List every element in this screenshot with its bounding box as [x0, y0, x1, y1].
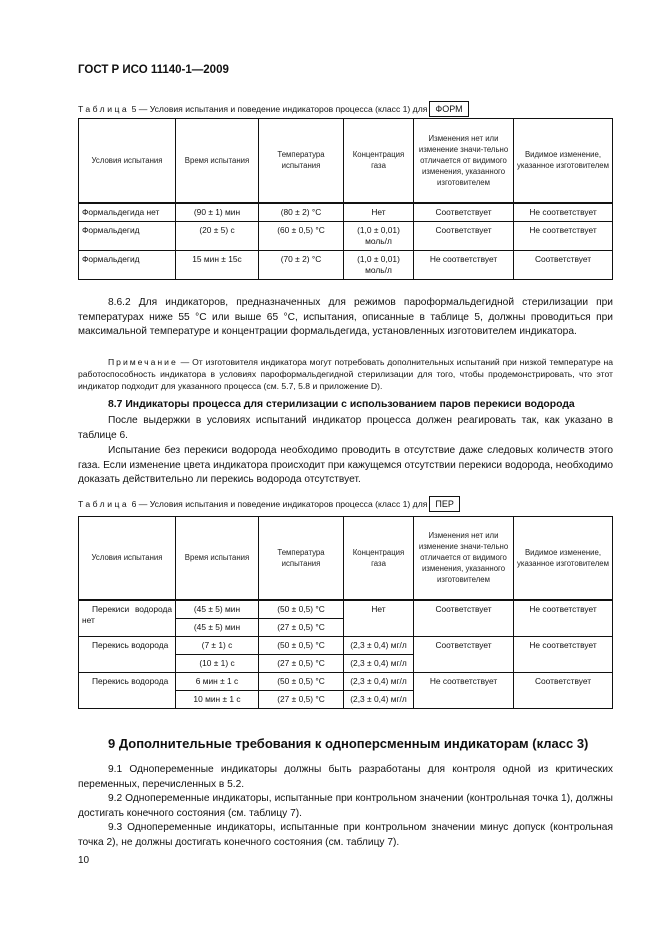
table-cell: (45 ± 5) мин: [176, 618, 259, 636]
table5: [78, 118, 613, 280]
table-cell: (27 ± 0,5) °C: [259, 618, 344, 636]
table6: [78, 516, 613, 709]
caption-text: 5 — Условия испытания и поведение индикаторов процесса (класс 1) для: [131, 104, 428, 114]
text: 9.3 Однопеременные индикаторы, испытанные при контрольном значении минус допуск (контрольная точка 2), не должны достигать конечного состояния (см. таблицу 7).: [78, 822, 613, 848]
document-header: ГОСТ Р ИСО 11140-1—2009: [78, 64, 229, 76]
note-word: Примечание: [108, 357, 178, 367]
paragraph-9-3: [78, 821, 613, 850]
table-cell: Не соответствует: [514, 600, 613, 637]
th: Условия испытания: [79, 517, 176, 600]
table-cell: (2,3 ± 0,4) мг/л: [344, 636, 414, 654]
table-cell: Не соответствует: [414, 250, 514, 279]
table-cell: Соответствует: [514, 250, 613, 279]
table-cell: Перекись водорода: [79, 672, 176, 708]
table-cell: 15 мин ± 15с: [176, 250, 259, 279]
th: Время испытания: [176, 517, 259, 600]
paragraph-9-1: [78, 763, 613, 792]
th: Видимое изменение, указанное изготовителем: [514, 119, 613, 203]
table-cell: Перекиси водорода нет: [79, 600, 176, 637]
page-number: 10: [78, 855, 90, 866]
table-cell: Не соответствует: [414, 672, 514, 708]
table-cell: Формальдегид: [79, 221, 176, 250]
paragraph-9-2: [78, 792, 613, 821]
th: Видимое изменение, указанное изготовителем: [514, 517, 613, 600]
caption-box: ПЕР: [429, 496, 459, 512]
section-8-7-title: 8.7 Индикаторы процесса для стерилизации с использованием паров перекиси водорода: [108, 399, 575, 410]
table-cell: (20 ± 5) с: [176, 221, 259, 250]
table-cell: (1,0 ± 0,01) моль/л: [344, 221, 414, 250]
paragraph-8-7-1: [78, 414, 613, 443]
caption-word: Таблица: [78, 104, 130, 114]
paragraph-8-7-2: [78, 444, 613, 488]
table-cell: Соответствует: [414, 600, 514, 637]
table-cell: (10 ± 1) с: [176, 654, 259, 672]
table-cell: Соответствует: [414, 203, 514, 222]
section-9-title: 9 Дополнительные требования к одноперсменным индикаторам (класс 3): [108, 736, 589, 751]
th: Время испытания: [176, 119, 259, 203]
table-cell: (80 ± 2) °C: [259, 203, 344, 222]
th: Условия испытания: [79, 119, 176, 203]
table-cell: (50 ± 0,5) °C: [259, 636, 344, 654]
table-cell: (2,3 ± 0,4) мг/л: [344, 672, 414, 690]
table-cell: Формальдегид: [79, 250, 176, 279]
table-row: [79, 600, 613, 619]
th: Концентрация газа: [344, 119, 414, 203]
paragraph-8-6-2: [78, 296, 613, 340]
caption-word: Таблица: [78, 499, 130, 509]
table-cell: Не соответствует: [514, 636, 613, 672]
caption-text: 6 — Условия испытания и поведение индикаторов процесса (класс 1) для: [131, 499, 428, 509]
table-cell: (70 ± 2) °C: [259, 250, 344, 279]
table-cell: 10 мин ± 1 с: [176, 690, 259, 708]
table-row: [79, 672, 613, 690]
text: 8.6.2 Для индикаторов, предназначенных для режимов пароформальдегидной стерилизации при температурах ниже 55 °С или выше 65 °С, испытания, описанные в таблице 5, должны проводиться при максимальной температуре и концентрации формальдегида, установленных изготовителем индикатора.: [78, 297, 613, 337]
table-cell: Нет: [344, 600, 414, 637]
caption-box: ФОРМ: [429, 101, 468, 117]
note-text: — От изготовителя индикатора могут потребовать дополнительных испытаний при низкой температуре на работоспособность индикатора в условиях пароформальдегидной стерилизации для того, чтобы продемонстрировать, что этот индикатор подходит для указанного процесса (см. 5.7, 5.8 и приложение D).: [78, 357, 613, 391]
table-row: [79, 221, 613, 250]
table-cell: (27 ± 0,5) °C: [259, 690, 344, 708]
table-cell: Нет: [344, 203, 414, 222]
table-cell: (2,3 ± 0,4) мг/л: [344, 654, 414, 672]
table-cell: (45 ± 5) мин: [176, 600, 259, 619]
table-cell: (27 ± 0,5) °C: [259, 654, 344, 672]
table-cell: (1,0 ± 0,01) моль/л: [344, 250, 414, 279]
table-cell: Соответствует: [414, 221, 514, 250]
table-cell: (50 ± 0,5) °C: [259, 672, 344, 690]
table5-caption: [78, 101, 469, 117]
th: Изменения нет или изменение значи-тельно отличается от видимого изменения, указанного изготовителем: [414, 119, 514, 203]
table-cell: 6 мин ± 1 с: [176, 672, 259, 690]
table-cell: Формальдегида нет: [79, 203, 176, 222]
table-cell: (2,3 ± 0,4) мг/л: [344, 690, 414, 708]
text: После выдержки в условиях испытаний индикатор процесса должен реагировать так, как указано в таблице 6.: [78, 415, 613, 441]
th: Температура испытания: [259, 517, 344, 600]
table-cell: (90 ± 1) мин: [176, 203, 259, 222]
table-cell: (50 ± 0,5) °C: [259, 600, 344, 619]
text: 9.1 Однопеременные индикаторы должны быть разработаны для контроля одной из критических переменных, перечисленных в 5.2.: [78, 764, 613, 790]
table-row: [79, 636, 613, 654]
th: Концентрация газа: [344, 517, 414, 600]
table-cell: Соответствует: [414, 636, 514, 672]
table-cell: Не соответствует: [514, 203, 613, 222]
table-cell: (7 ± 1) с: [176, 636, 259, 654]
table-cell: (60 ± 0,5) °C: [259, 221, 344, 250]
th: Температура испытания: [259, 119, 344, 203]
text: 9.2 Однопеременные индикаторы, испытанные при контрольном значении (контрольная точка 1), должны достигать конечного состояния (см. таблицу 7).: [78, 793, 613, 819]
table-cell: Соответствует: [514, 672, 613, 708]
text: Испытание без перекиси водорода необходимо проводить в отсутствие даже следовых количеств этого газа. Если изменение цвета индикатора происходит при кажущемся отсутствии перекиси водорода, необходимо доказать действительно ли перекись водорода отсутствует.: [78, 445, 613, 485]
th: Изменения нет или изменение значи-тельно отличается от видимого изменения, указанного изготовителем: [414, 517, 514, 600]
table6-caption: [78, 496, 460, 512]
table-row: [79, 203, 613, 222]
note: [78, 356, 613, 392]
table-cell: Не соответствует: [514, 221, 613, 250]
table-cell: Перекись водорода: [79, 636, 176, 672]
table-row: [79, 250, 613, 279]
